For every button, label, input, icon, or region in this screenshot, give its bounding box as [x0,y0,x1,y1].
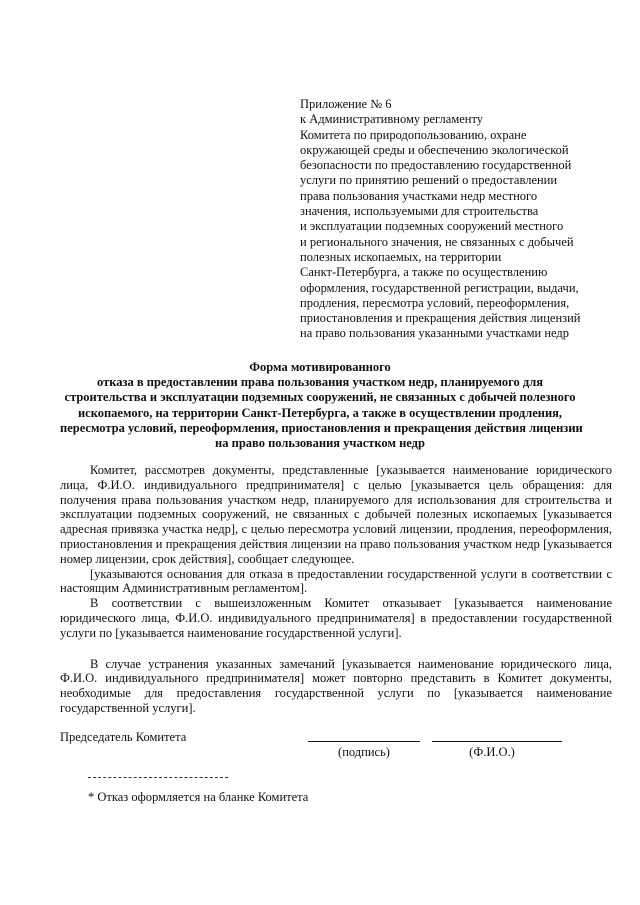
appendix-line: и эксплуатации подземных сооружений местного [300,219,564,234]
appendix-line: услуги по принятию решений о предоставлении [300,173,558,188]
appendix-line: безопасности по предоставлению государственной [300,158,572,173]
appendix-line: продления, пересмотра условий, переоформления, [300,295,570,310]
body-paragraph: В соответствии с вышеизложенным Комитет отказывает [указывается наименование юридического лица, Ф.И.О. индивидуального предпринимателя] в предоставлении государственной услуги по [указывается наименование государственной услуги]. [60,596,612,640]
appendix-line: Комитета по природопользованию, охране [300,127,527,142]
appendix-line: к Административному регламенту [300,112,484,127]
appendix-line: оформления, государственной регистрации, выдачи, [300,280,579,295]
body-paragraph: [указываются основания для отказа в предоставлении государственной услуги в соответствии с настоящим Административным регламентом]. [60,566,612,596]
appendix-line: и регионального значения, не связанных с добычей [300,234,574,249]
signature-caption: (подпись) [338,745,390,759]
appendix-line: на право пользования указанными участками недр [300,326,570,341]
appendix-line: права пользования участками недр местного [300,188,538,203]
footnote-separator [88,777,228,778]
body-paragraph: В случае устранения указанных замечаний [указывается наименование юридического лица, Ф.И.О. индивидуального предпринимателя] может повторно представить в Комитет документы, необходимые для предоставления государственной услуги по [указывается наименование государственной услуги]. [60,656,612,715]
form-title-line: строительства и эксплуатации подземных сооружений, не связанных с добычей полезного [64,390,576,405]
appendix-line: окружающей среды и обеспечению экологической [300,142,569,157]
appendix-header [300,97,620,342]
form-title-line: Форма мотивированного [249,360,391,374]
appendix-line: Приложение № 6 [300,97,392,111]
body-paragraph: Комитет, рассмотрев документы, представленные [указывается наименование юридического лица, Ф.И.О. индивидуального предпринимателя] с целью [указывается цель обращения: для получения права пользования участком недр, планируемого для использования для строительства и эксплуатации подземных сооружений, не связанных с добычей полезных ископаемых [указывается адресная привязка участка недр], с целью пересмотра условий лицензии, продления, переоформления, приостановления и прекращения действия лицензии на право пользования участком недр [указывается номер лицензии, срок действия], сообщает следующее. [60,463,612,566]
letter-body [60,463,612,716]
form-title-line: пересмотра условий, переоформления, приостановления и прекращения действия лицензии [60,420,583,435]
appendix-line: Санкт-Петербурга, а также по осуществлению [300,265,548,280]
form-title-line: отказа в предоставлении права пользования участком недр, планируемого для [96,375,543,390]
form-title-line: на право пользования участком недр [215,436,425,451]
appendix-line: значения, используемыми для строительства [300,204,539,219]
signature-line [308,741,420,742]
name-caption: (Ф.И.О.) [469,745,515,759]
form-title [60,360,583,451]
appendix-line: приостановления и прекращения действия лицензий [300,311,581,326]
form-title-line: ископаемого, на территории Санкт-Петербурга, а также в осуществлении продления, [77,405,563,420]
footnote-text: * Отказ оформляется на бланке Комитета [88,790,309,804]
signature-label: Председатель Комитета [60,730,187,744]
name-line [432,741,562,742]
appendix-line: полезных ископаемых, на территории [300,249,502,264]
